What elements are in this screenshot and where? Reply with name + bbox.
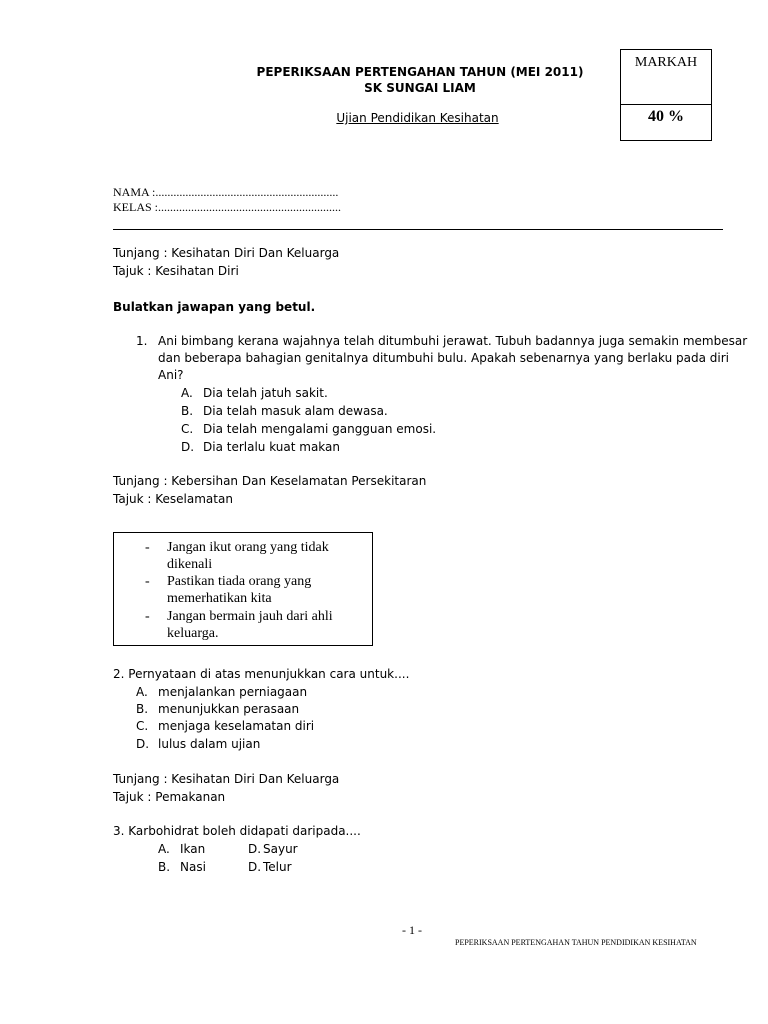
exam-title: PEPERIKSAAN PERTENGAHAN TAHUN (MEI 2011) — [256, 65, 584, 79]
markah-label: MARKAH — [634, 55, 698, 70]
q3-option-text: Sayur — [263, 842, 298, 856]
kelas-field: KELAS :............................................................. — [113, 200, 341, 214]
note-bullet: - — [145, 540, 150, 555]
q1-number: 1. — [136, 334, 148, 348]
q2-option-letter: A. — [136, 685, 148, 699]
q1-option-text: Dia telah mengalami gangguan emosi. — [203, 422, 437, 436]
q2-option-letter: B. — [136, 702, 149, 716]
tajuk-1: Tajuk : Kesihatan Diri — [113, 264, 239, 278]
tunjang-2: Tunjang : Kebersihan Dan Keselamatan Persekitaran — [113, 474, 427, 488]
tajuk-2: Tajuk : Keselamatan — [113, 492, 233, 506]
safety-notes-box — [113, 532, 373, 646]
note-line: Pastikan tiada orang yang — [167, 574, 312, 589]
q1-option-text: Dia telah jatuh sakit. — [203, 386, 328, 400]
note-line: memerhatikan kita — [167, 591, 272, 606]
q1-option-text: Dia telah masuk alam dewasa. — [203, 404, 388, 418]
q2-option-text: lulus dalam ujian — [158, 737, 261, 751]
note-bullet: - — [145, 609, 150, 624]
q1-option-letter: A. — [181, 386, 193, 400]
instruction: Bulatkan jawapan yang betul. — [113, 300, 316, 314]
tunjang-1: Tunjang : Kesihatan Diri Dan Keluarga — [113, 246, 340, 260]
subject-title — [200, 111, 635, 125]
markah-value: 40 % — [648, 108, 684, 125]
q2-option-letter: C. — [136, 719, 149, 733]
note-line: keluarga. — [167, 626, 219, 641]
q1-line: Ani bimbang kerana wajahnya telah ditumbuhi jerawat. Tubuh badannya juga semakin membesar — [158, 334, 748, 348]
q2-option-text: menjalankan perniagaan — [158, 685, 308, 699]
q3-option-letter: A. — [158, 842, 170, 856]
note-line: dikenali — [167, 557, 213, 572]
q1-option-letter: B. — [181, 404, 194, 418]
markah-divider — [621, 104, 711, 105]
q3-option-letter: B. — [158, 860, 171, 874]
footer-text: PEPERIKSAAN PERTENGAHAN TAHUN PENDIDIKAN KESIHATAN — [455, 938, 697, 947]
school-name: SK SUNGAI LIAM — [364, 81, 476, 95]
tunjang-3: Tunjang : Kesihatan Diri Dan Keluarga — [113, 772, 340, 786]
q1-option-letter: C. — [181, 422, 194, 436]
q3-option-text: Ikan — [180, 842, 206, 856]
note-line: Jangan bermain jauh dari ahli — [167, 609, 333, 624]
note-bullet: - — [145, 574, 150, 589]
nama-field: NAMA :............................................................. — [113, 185, 339, 199]
note-line: Jangan ikut orang yang tidak — [167, 540, 329, 555]
q2-option-letter: D. — [136, 737, 150, 751]
q2-option-text: menjaga keselamatan diri — [158, 719, 315, 733]
divider-rule — [113, 229, 723, 230]
q1-option-text: Dia terlalu kuat makan — [203, 440, 341, 454]
subject-text: Ujian Pendidikan Kesihatan — [336, 111, 499, 125]
q3-option-text: Nasi — [180, 860, 206, 874]
q3-option-letter: D. — [248, 860, 262, 874]
q1-line: Ani? — [158, 368, 184, 382]
q3-option-text: Telur — [263, 860, 292, 874]
tajuk-3: Tajuk : Pemakanan — [113, 790, 226, 804]
q3-option-letter: D. — [248, 842, 262, 856]
q3-stem: 3. Karbohidrat boleh didapati daripada.... — [113, 824, 361, 838]
q1-line: dan beberapa bahagian genitalnya ditumbuhi bulu. Apakah sebenarnya yang berlaku pada diri — [158, 351, 730, 365]
page-number: - 1 - — [402, 923, 422, 937]
q2-stem: 2. Pernyataan di atas menunjukkan cara untuk.... — [113, 667, 410, 681]
q1-option-letter: D. — [181, 440, 195, 454]
markah-box — [620, 49, 712, 141]
q2-option-text: menunjukkan perasaan — [158, 702, 300, 716]
